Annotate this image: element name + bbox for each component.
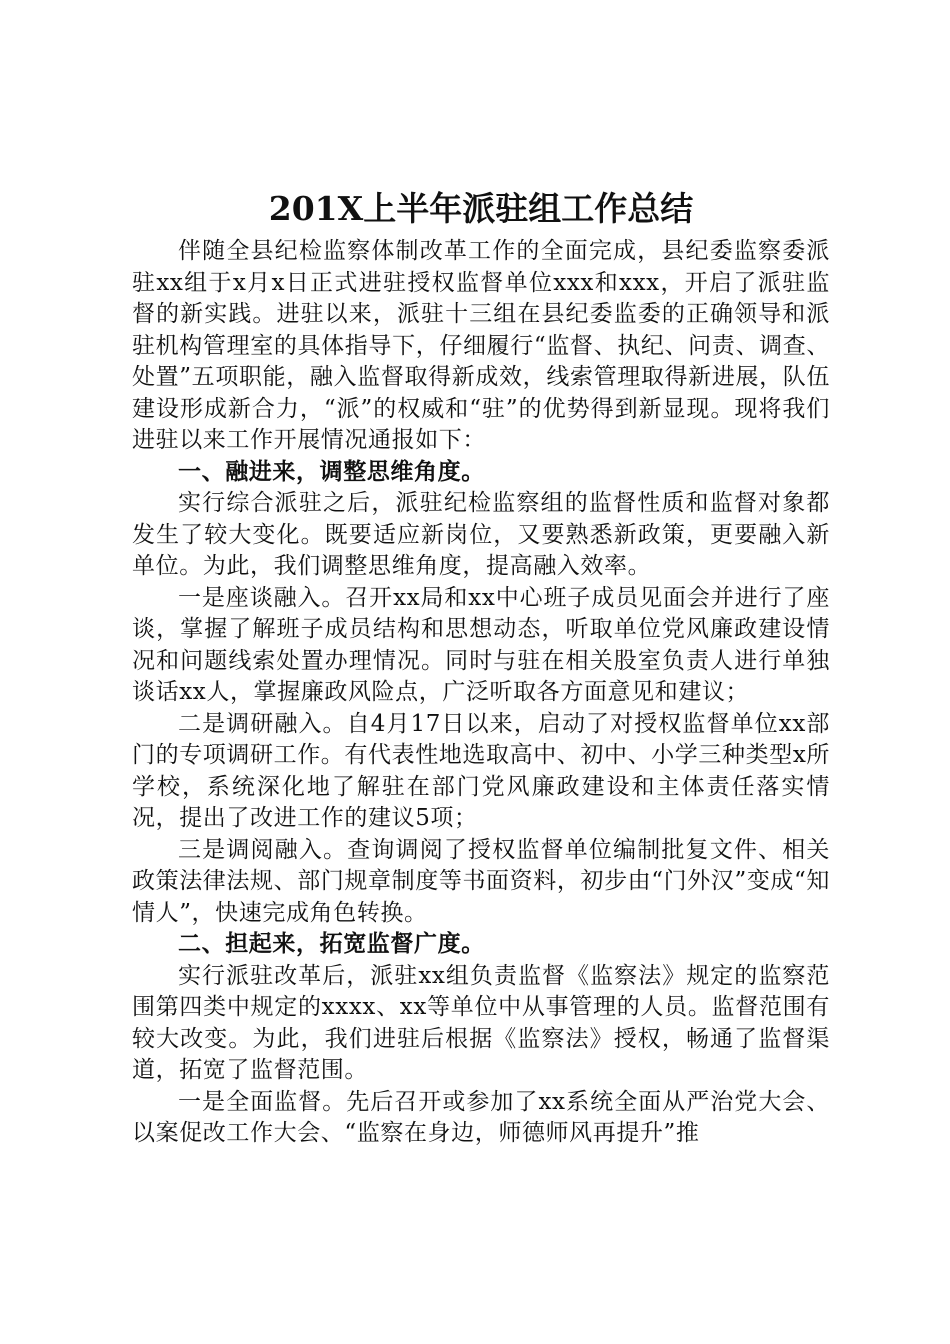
- section-heading-1: 一、融进来，调整思维角度。: [178, 458, 485, 485]
- paragraph-research: 二是调研融入。自4月17日以来，启动了对授权监督单位xx部门的专项调研工作。有代表性地选取高中、初中、小学三种类型x所学校，系统深化地了解驻在部门党风廉政建设和主体责任落实情况，提出了改进工作的建议5项；: [132, 710, 830, 831]
- paragraph-review: 三是调阅融入。查询调阅了授权监督单位编制批复文件、相关政策法律法规、部门规章制度等书面资料，初步由“门外汉”变成“知情人”，快速完成角色转换。: [132, 836, 830, 926]
- paragraph-section1-intro: 实行综合派驻之后，派驻纪检监察组的监督性质和监督对象都发生了较大变化。既要适应新岗位，又要熟悉新政策，更要融入新单位。为此，我们调整思维角度，提高融入效率。: [132, 490, 830, 579]
- section-heading-2: 二、担起来，拓宽监督广度。: [178, 931, 485, 957]
- document-page: [132, 186, 830, 1150]
- paragraph-seminar: 一是座谈融入。召开xx局和xx中心班子成员见面会并进行了座谈，掌握了解班子成员结构和思想动态，听取单位党风廉政建设情况和问题线索处置办理情况。同时与驻在相关股室负责人进行单独谈话xx人，掌握廉政风险点，广泛听取各方面意见和建议；: [132, 584, 830, 705]
- paragraph-full-supervision: 一是全面监督。先后召开或参加了xx系统全面从严治党大会、以案促改工作大会、“监察在身边，师德师风再提升”推: [132, 1088, 830, 1146]
- paragraph-intro: 伴随全县纪检监察体制改革工作的全面完成，县纪委监察委派驻xx组于x月x日正式进驻授权监督单位xxx和xxx，开启了派驻监督的新实践。进驻以来，派驻十三组在县纪委监委的正确领导和派驻机构管理室的具体指导下，仔细履行“监督、执纪、问责、调查、处置”五项职能，融入监督取得新成效，线索管理取得新进展，队伍建设形成新合力，“派”的权威和“驻”的优势得到新显现。现将我们进驻以来工作开展情况通报如下：: [132, 238, 830, 453]
- paragraph-section2-intro: 实行派驻改革后，派驻xx组负责监督《监察法》规定的监察范围第四类中规定的xxxx、xx等单位中从事管理的人员。监督范围有较大改变。为此，我们进驻后根据《监察法》授权，畅通了监督渠道，拓宽了监督范围。: [132, 962, 830, 1083]
- document-title: 201X上半年派驻组工作总结: [268, 189, 694, 228]
